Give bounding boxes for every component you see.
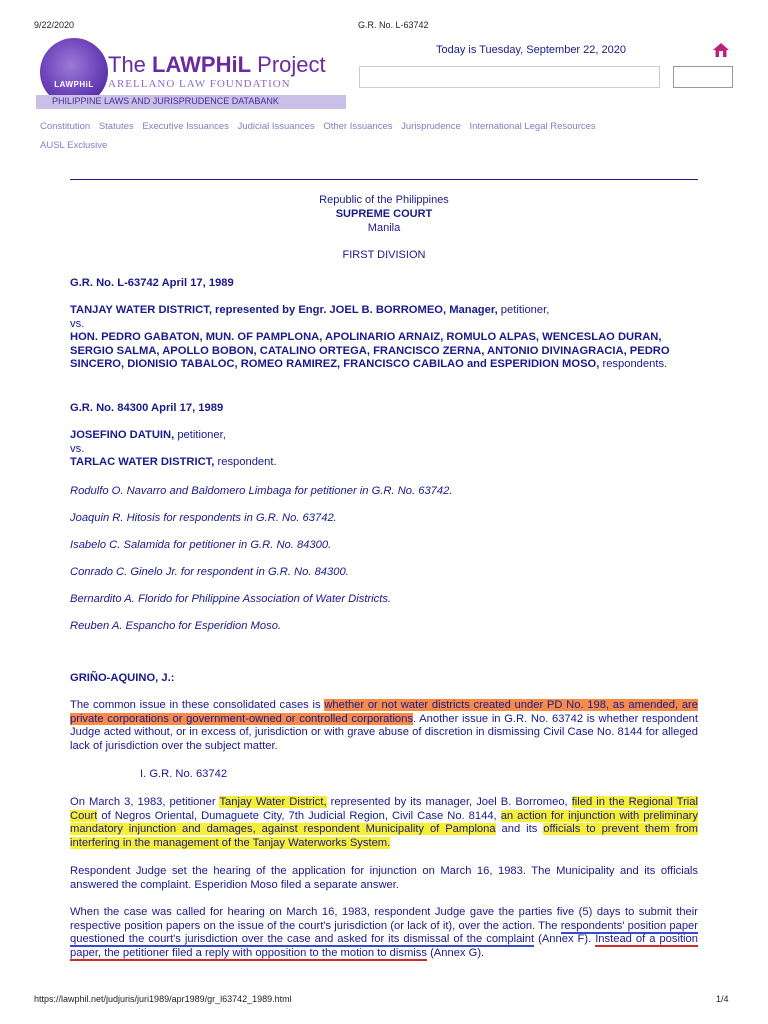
para1-text-b: . Another issue in G.R. No. 63742 is whether respondent Judge acted without, or in excess of, jurisdiction or with grave abuse of discretion in dismissing Civil Case No. 8144 for alleged lack of jurisdiction over the subject matter. bbox=[70, 712, 699, 752]
logo-badge-text: LAWPHiL bbox=[54, 79, 94, 89]
para1-text-a: The common issue in these consolidated cases is bbox=[70, 699, 325, 711]
para4-underline-red: Instead of a position paper, the petitioner filed a reply with opposition to the motion to dismiss bbox=[70, 933, 698, 959]
counsel-line: Conrado C. Ginelo Jr. for respondent in G.R. No. 84300. bbox=[70, 566, 349, 578]
para2-text-a: On March 3, 1983, petitioner bbox=[70, 796, 220, 808]
logo-subtitle: ARELLANO LAW FOUNDATION bbox=[108, 78, 291, 90]
print-date: 9/22/2020 bbox=[34, 20, 75, 30]
para4-text-c: (Annex G). bbox=[426, 946, 485, 959]
case1-number: G.R. No. L-63742 April 17, 1989 bbox=[70, 277, 234, 289]
logo-title-lawphil: LAWPHiL bbox=[152, 52, 252, 77]
counsel-line: Bernardito A. Florido for Philippine Association of Water Districts. bbox=[70, 593, 392, 605]
nav-constitution[interactable]: Constitution bbox=[40, 121, 91, 132]
para2-text-c: of Negros Oriental, Dumaguete City, 7th Judicial Region, Civil Case No. 8144, bbox=[97, 809, 501, 822]
nav-judicial-issuances[interactable]: Judicial Issuances bbox=[237, 121, 315, 132]
counsel-line: Rodulfo O. Navarro and Baldomero Limbaga for petitioner in G.R. No. 63742. bbox=[70, 485, 453, 497]
logo-title-the: The bbox=[108, 52, 153, 77]
case1-petitioner-role: petitioner, bbox=[497, 304, 550, 316]
case2-vs: vs. bbox=[70, 442, 85, 455]
case2-parties bbox=[70, 429, 698, 470]
nav-jurisprudence[interactable]: Jurisprudence bbox=[401, 121, 461, 132]
nav-ausl-exclusive[interactable]: AUSL Exclusive bbox=[40, 140, 108, 151]
paragraph-2 bbox=[70, 796, 698, 850]
para2-text-d: and its bbox=[495, 823, 544, 835]
nav-menu bbox=[40, 117, 730, 155]
nav-other-issuances[interactable]: Other Issuances bbox=[323, 121, 393, 132]
logo-band-text: PHILIPPINE LAWS AND JURISPRUDENCE DATABANK bbox=[52, 96, 279, 106]
nav-international-legal-resources[interactable]: International Legal Resources bbox=[469, 121, 596, 132]
search-button[interactable] bbox=[673, 66, 733, 88]
home-icon[interactable] bbox=[712, 42, 730, 58]
para2-highlight-1: Tanjay Water District, bbox=[219, 796, 327, 808]
para2-highlight-4: officials to prevent them from interfering in the management of the Tanjay Waterworks System. bbox=[70, 823, 698, 849]
city: Manila bbox=[367, 222, 401, 234]
nav-executive-issuances[interactable]: Executive Issuances bbox=[142, 121, 229, 132]
case2-petitioner-role: petitioner, bbox=[174, 429, 226, 441]
para4-text-b: (Annex F). bbox=[534, 933, 596, 945]
paragraph-1 bbox=[70, 699, 698, 753]
para2-text-b: represented by its manager, Joel B. Borromeo, bbox=[326, 796, 572, 808]
republic: Republic of the Philippines bbox=[319, 194, 449, 206]
today-date: Today is Tuesday, September 22, 2020 bbox=[436, 44, 626, 56]
search-input[interactable] bbox=[359, 66, 660, 88]
divider bbox=[70, 179, 698, 180]
supreme-court: SUPREME COURT bbox=[335, 208, 433, 220]
counsel-line: Reuben A. Espancho for Esperidion Moso. bbox=[70, 620, 282, 632]
logo-title[interactable] bbox=[108, 52, 326, 78]
case2-respondent-role: respondent. bbox=[214, 456, 277, 468]
print-title: G.R. No. L-63742 bbox=[358, 20, 429, 30]
para4-underline-blue: respondents' position paper questioned the court's jurisdiction over the case and asked for its dismissal of the complaint bbox=[70, 919, 698, 945]
case1-parties bbox=[70, 304, 698, 372]
case2-respondent: TARLAC WATER DISTRICT, bbox=[70, 456, 215, 468]
logo-title-project: Project bbox=[251, 52, 326, 77]
paragraph-4 bbox=[70, 906, 698, 960]
nav-statutes[interactable]: Statutes bbox=[98, 121, 134, 132]
para4-text-a: When the case was called for hearing on March 16, 1983, respondent Judge gave the parties five (5) days to submit their respective position papers on the issue of the court's jurisdiction (or lack of it), over the action. The bbox=[70, 906, 698, 932]
ponente: GRIÑO-AQUINO, J.: bbox=[70, 672, 175, 684]
page-number: 1/4 bbox=[716, 994, 729, 1004]
case2-petitioner: JOSEFINO DATUIN, bbox=[70, 429, 175, 441]
para1-highlight: whether or not water districts created under PD No. 198, as amended, are private corporations or government-owned or controlled corporations bbox=[70, 699, 698, 725]
para2-highlight-2: filed in the Regional Trial Court bbox=[70, 796, 698, 822]
logo-band bbox=[36, 95, 346, 109]
case2-number: G.R. No. 84300 April 17, 1989 bbox=[70, 402, 224, 414]
print-url: https://lawphil.net/judjuris/juri1989/apr1989/gr_l63742_1989.html bbox=[34, 994, 292, 1004]
division: FIRST DIVISION bbox=[342, 249, 426, 261]
case1-vs: vs. bbox=[70, 317, 85, 330]
case1-petitioner: TANJAY WATER DISTRICT, represented by Engr. JOEL B. BORROMEO, Manager, bbox=[70, 304, 498, 316]
case1-respondents-role: respondents. bbox=[599, 358, 668, 370]
section-heading: I. G.R. No. 63742 bbox=[140, 768, 228, 780]
counsel-line: Joaquin R. Hitosis for respondents in G.R. No. 63742. bbox=[70, 512, 337, 524]
case1-respondents: HON. PEDRO GABATON, MUN. OF PAMPLONA, APOLINARIO ARNAIZ, ROMULO ALPAS, WENCESLAO DURAN, SERGIO SALMA, APOLLO BOBON, CATALINO ORTEGA, FRANCISCO ZERNA, ANTONIO DIVINAGRACIA, PEDRO SINCERO, DIONISIO TABALOC, ROMEO RAMIREZ, FRANCISCO CABILAO and ESPERIDION MOSO, bbox=[70, 331, 670, 370]
counsel-line: Isabelo C. Salamida for petitioner in G.R. No. 84300. bbox=[70, 539, 332, 551]
paragraph-3: Respondent Judge set the hearing of the application for injunction on March 16, 1983. The Municipality and its officials answered the complaint. Esperidion Moso filed a separate answer. bbox=[70, 865, 698, 891]
para2-highlight-3: an action for injunction with preliminary mandatory injunction and damages, against respondent Municipality of Pamplona bbox=[70, 809, 698, 835]
